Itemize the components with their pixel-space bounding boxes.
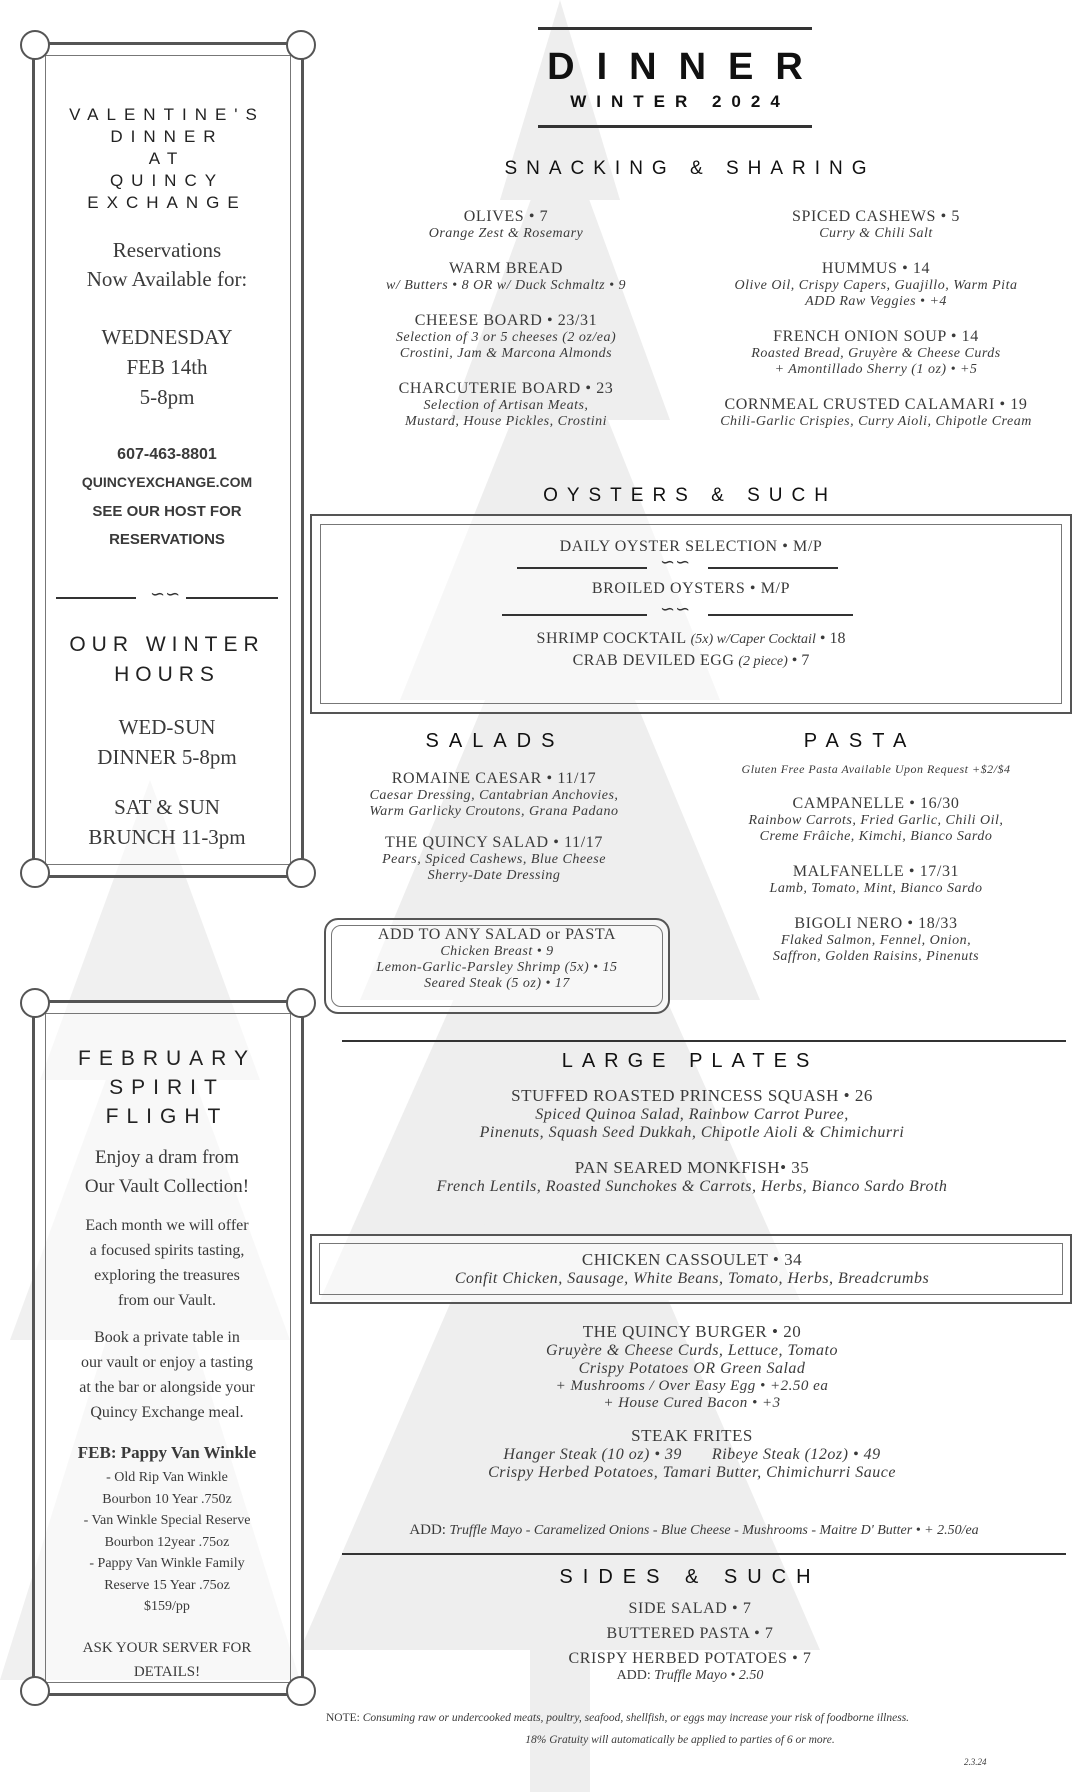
menu-item: BIGOLI NERO • 18/33 Flaked Salmon, Fennel, Onion, Saffron, Golden Raisins, Pinenuts [772,915,980,964]
menu-item: SPICED CASHEWS • 5 Curry & Chili Salt [792,208,960,241]
add-ons-title: ADD TO ANY SALAD or PASTA [377,926,617,943]
add-on-item: Chicken Breast • 9 [440,944,554,959]
pasta-heading: PASTA [803,730,917,752]
side-item: SIDE SALAD • 7 [628,1600,752,1617]
side-add: ADD: Truffle Mayo • 2.50 [616,1668,764,1683]
valentine-heading: VALENTINE'S DINNER AT QUINCY EXCHANGE [69,105,265,212]
flight-booking: Book a private table in our vault or enjoy a tasting at the bar or alongside your Quincy Exchange meal. [79,1329,255,1421]
oyster-item: BROILED OYSTERS • M/P [591,580,791,597]
divider [342,1040,1066,1042]
valentine-date: WEDNESDAY FEB 14th 5-8pm [101,325,233,409]
snacking-left-column [326,208,686,430]
oysters-heading: OYSTERS & SUCH [543,485,837,506]
oyster-item: DAILY OYSTER SELECTION • M/P [559,538,823,555]
menu-item: HUMMUS • 14 Olive Oil, Crispy Capers, Guajillo, Warm Pita ADD Raw Veggies • +4 [734,260,1018,309]
sides-heading: SIDES & SUCH [559,1566,821,1588]
menu-subtitle: WINTER 2024 [570,92,790,111]
reservations-text: Reservations Now Available for: [86,238,248,291]
winter-hours-heading: OUR WINTER HOURS [69,633,265,686]
swash-ornament: ∽∽ [660,552,691,572]
menu-item: PAN SEARED MONKFISH• 35 French Lentils, Roasted Sunchokes & Carrots, Herbs, Bianco Sardo Broth [436,1158,948,1195]
menu-item: CORNMEAL CRUSTED CALAMARI • 19 Chili-Garlic Crispies, Curry Aioli, Chipotle Cream [720,396,1032,429]
gratuity-note: 18% Gratuity will automatically be applied to parties of 6 or more. [525,1734,835,1746]
menu-item: CAMPANELLE • 16/30 Rainbow Carrots, Fried Garlic, Chili Oil, Creme Frâiche, Kimchi, Bianco Sardo [748,795,1004,844]
hours-dinner: WED-SUN DINNER 5-8pm [97,715,237,769]
menu-item: CHEESE BOARD • 23/31 Selection of 3 or 5 cheeses (2 oz/ea) Crostini, Jam & Marcona Almonds [395,312,617,361]
feb-flight-items: - Old Rip Van Winkle Bourbon 10 Year .750z - Van Winkle Special Reserve Bourbon 12year .75oz - Pappy Van Winkle Family Reserve 15 Year .75oz $159/pp [83,1470,251,1614]
menu-item: WARM BREAD w/ Butters • 8 OR w/ Duck Schmaltz • 9 [386,260,626,293]
swash-ornament: ∽∽ [150,584,181,604]
allergy-note: NOTE: Consuming raw or undercooked meats, poultry, seafood, shellfish, or eggs may increase your risk of foodborne illness. [326,1712,910,1724]
menu-code: 2.3.24 [964,1757,987,1767]
oyster-item: CRAB DEVILED EGG (2 piece) • 7 [572,652,810,669]
phone-number[interactable]: 607-463-8801 [117,446,217,463]
menu-item: MALFANELLE • 17/31 Lamb, Tomato, Mint, Bianco Sardo [769,863,983,896]
feb-flight-title: FEB: Pappy Van Winkle [77,1443,257,1462]
flight-desc: Each month we will offer a focused spirits tasting, exploring the treasures from our Vault. [85,1217,249,1309]
gluten-free-note: Gluten Free Pasta Available Upon Request +$2/$4 [741,762,1011,776]
snacking-right-column [686,208,1066,430]
menu-item: ROMAINE CAESAR • 11/17 Caesar Dressing, Cantabrian Anchovies, Warm Garlicky Croutons, Grana Padano [369,770,619,819]
flight-intro: Enjoy a dram from Our Vault Collection! [84,1147,250,1197]
ask-server: ASK YOUR SERVER FOR DETAILS! [82,1639,252,1680]
menu-item: THE QUINCY SALAD • 11/17 Pears, Spiced Cashews, Blue Cheese Sherry-Date Dressing [382,834,606,883]
spirit-flight-heading: FEBRUARY SPIRIT FLIGHT [78,1047,256,1128]
menu-item: CHICKEN CASSOULET • 34 Confit Chicken, Sausage, White Beans, Tomato, Herbs, Breadcrumbs [454,1250,930,1287]
website-link[interactable]: QUINCYEXCHANGE.COM [81,474,253,490]
salads-heading: SALADS [425,730,565,752]
hours-brunch: SAT & SUN BRUNCH 11-3pm [88,795,246,849]
menu-item: FRENCH ONION SOUP • 14 Roasted Bread, Gruyère & Cheese Curds + Amontillado Sherry (1 oz) • +5 [751,328,1001,377]
side-item: BUTTERED PASTA • 7 [606,1625,774,1642]
menu-item: OLIVES • 7 Orange Zest & Rosemary [428,208,584,241]
side-item: CRISPY HERBED POTATOES • 7 [568,1650,812,1667]
oyster-item: SHRIMP COCKTAIL (5x) w/Caper Cocktail • 18 [536,630,846,647]
menu-title: DINNER [547,46,825,88]
menu-item: STUFFED ROASTED PRINCESS SQUASH • 26 Spiced Quinoa Salad, Rainbow Carrot Puree, Pinenuts, Squash Seed Dukkah, Chipotle Aioli & Chimichurri [479,1086,905,1141]
swash-ornament: ∽∽ [660,599,691,619]
menu-item: STEAK FRITES Hanger Steak (10 oz) • 39 Ribeye Steak (12oz) • 49 Crispy Herbed Potatoes, Tamari Butter, Chimichurri Sauce [488,1426,896,1481]
snacking-heading: SNACKING & SHARING [504,158,876,179]
add-on-item: Lemon-Garlic-Parsley Shrimp (5x) • 15 [376,960,618,975]
host-note: SEE OUR HOST FOR RESERVATIONS [92,503,242,548]
add-on-item: Seared Steak (5 oz) • 17 [424,976,570,991]
large-plates-heading: LARGE PLATES [561,1050,819,1072]
menu-item: THE QUINCY BURGER • 20 Gruyère & Cheese Curds, Lettuce, Tomato Crispy Potatoes OR Green Salad + Mushrooms / Over Easy Egg • +2.50 ea + House Cured Bacon • +3 [546,1322,838,1411]
menu-item: CHARCUTERIE BOARD • 23 Selection of Artisan Meats, Mustard, House Pickles, Crostini [398,380,614,429]
divider [342,1553,1066,1555]
